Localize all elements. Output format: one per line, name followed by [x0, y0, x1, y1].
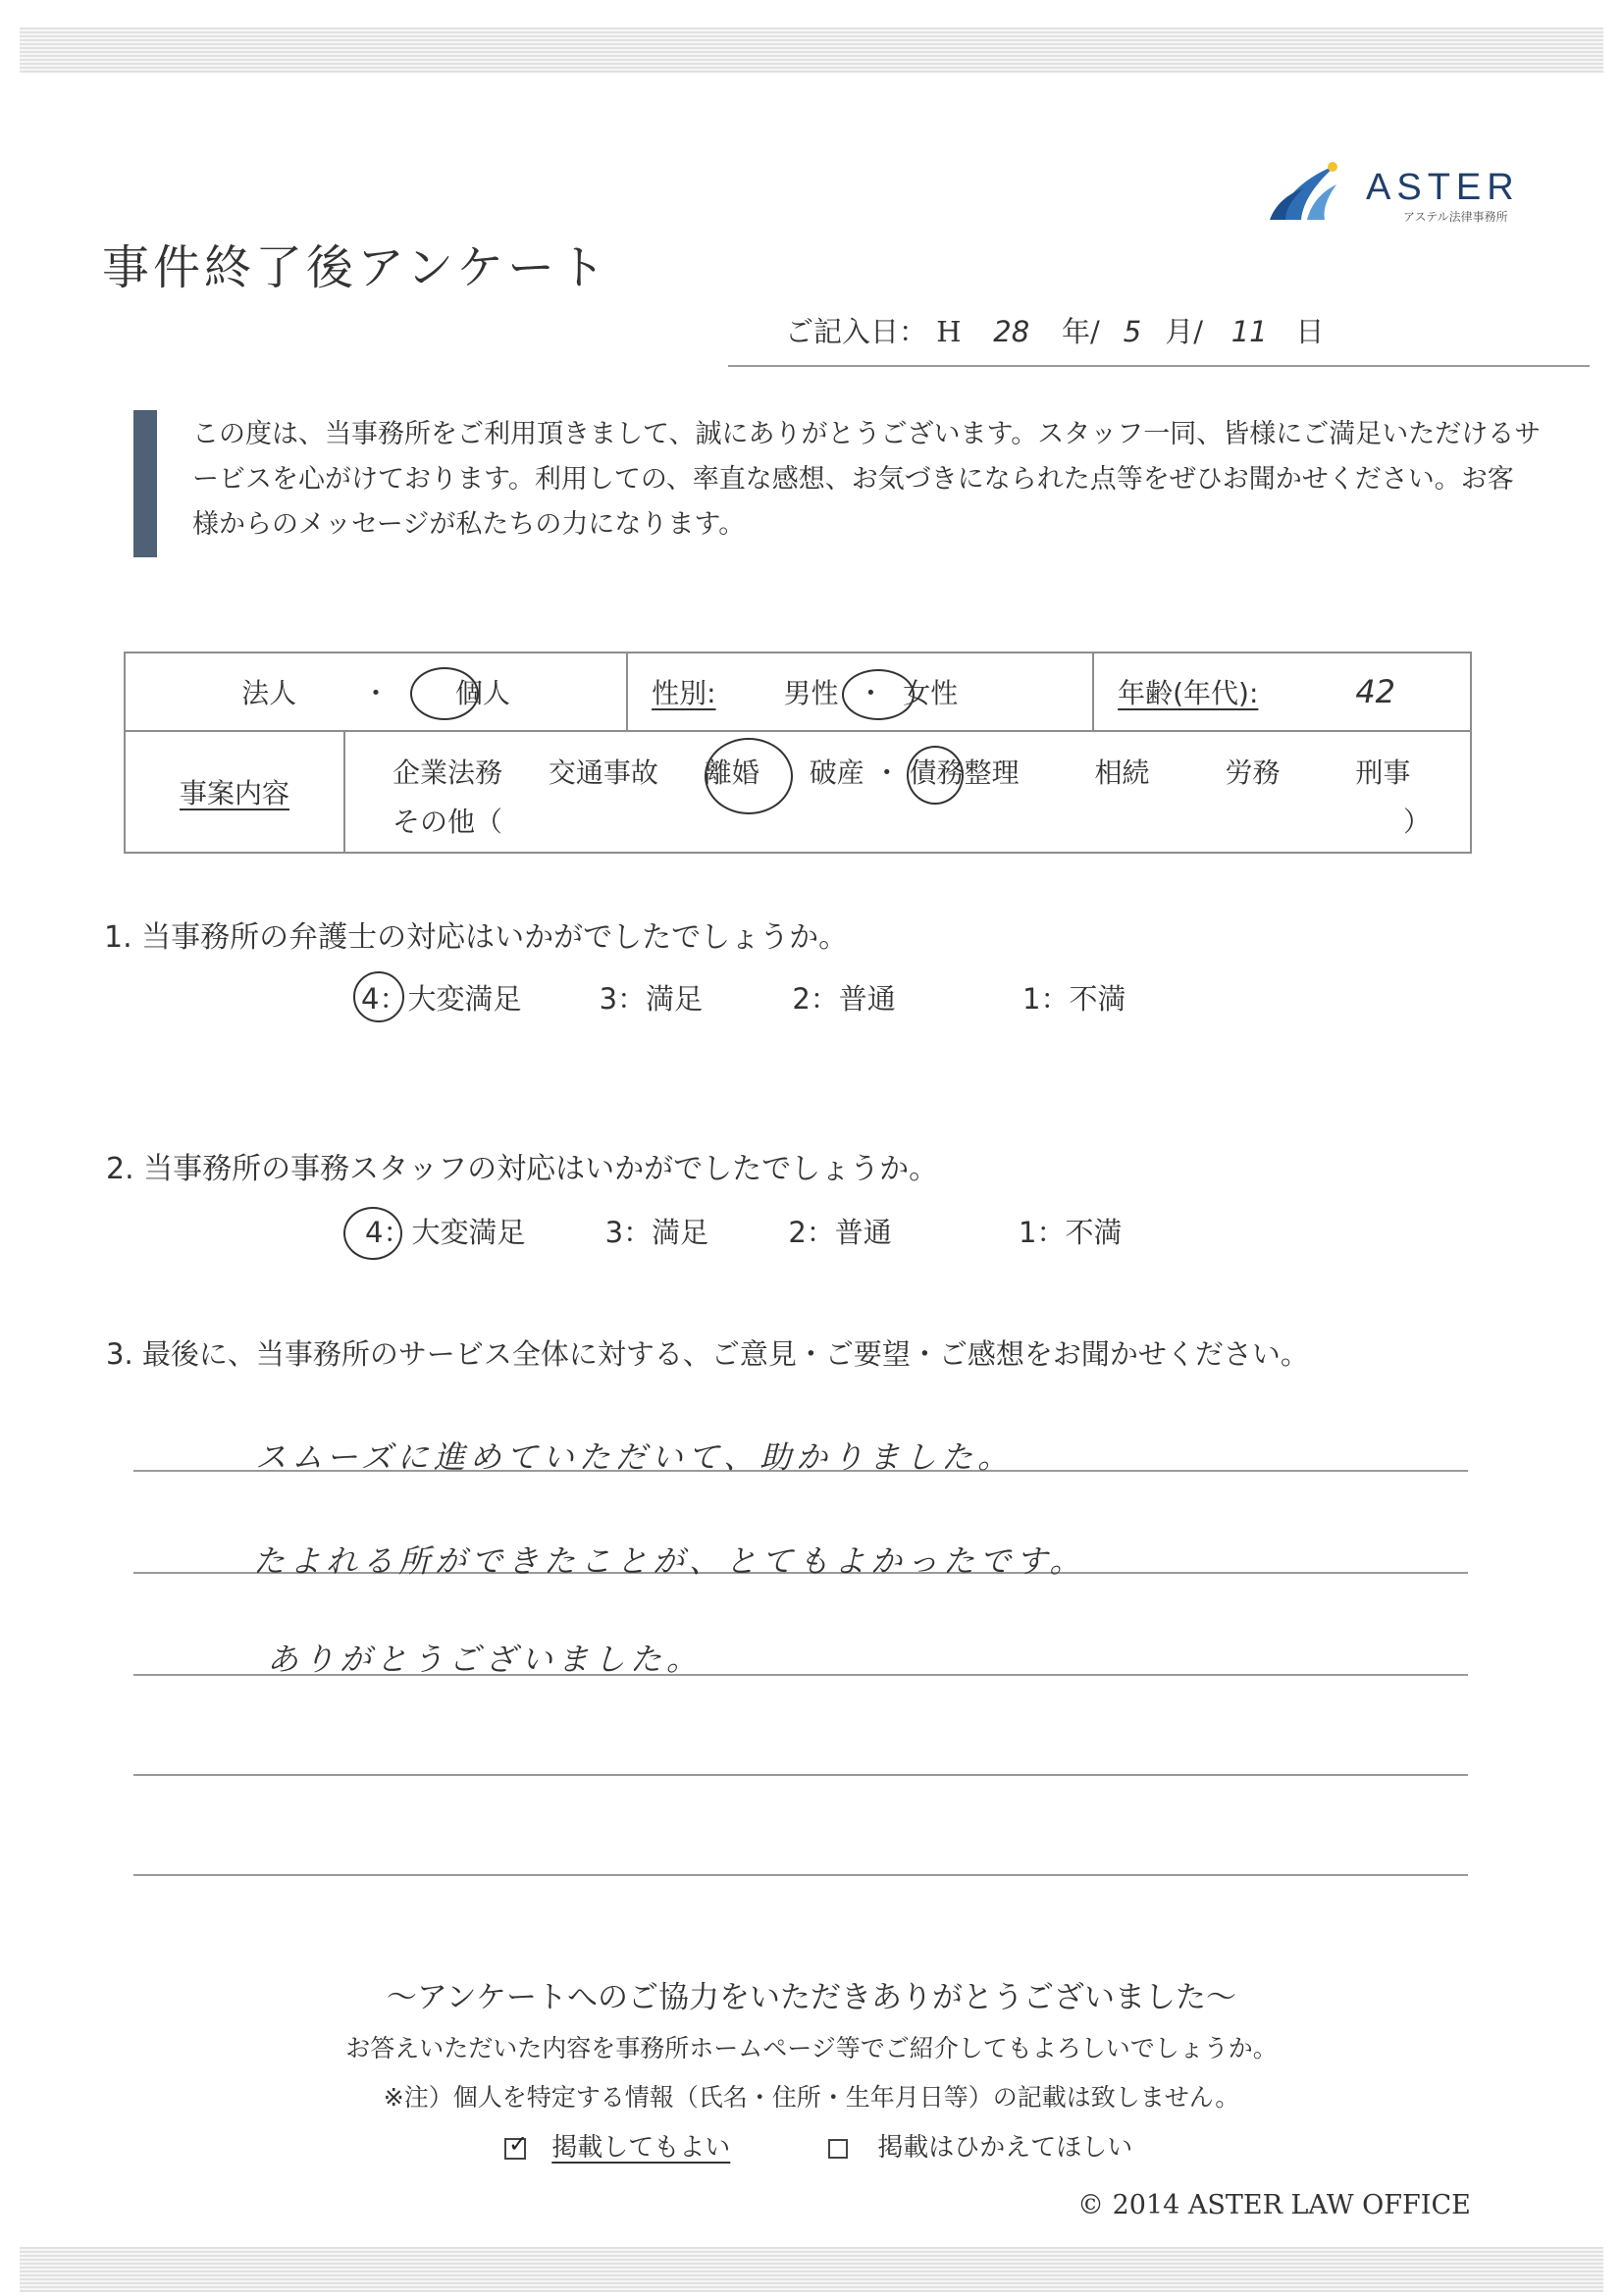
aster-logo-icon: [1268, 155, 1346, 228]
q1-option-3: 3：満足: [599, 982, 704, 1016]
date-year-value: 28: [993, 315, 1030, 348]
scan-artifact-bottom: [20, 2247, 1603, 2292]
answer-line-4: [133, 1774, 1468, 1776]
copyright: © 2014 ASTER LAW OFFICE: [1077, 2190, 1471, 2220]
age-label: 年齢(年代):: [1118, 677, 1259, 709]
publish-yes-option[interactable]: [504, 2127, 730, 2164]
case-corporate-law: 企業法務: [393, 757, 503, 789]
q2-option-2: 2：普通: [788, 1216, 892, 1249]
publish-no-label: 掲載はひかえてほしい: [877, 2133, 1133, 2163]
footer-question: お答えいただいた内容を事務所ホームページ等でご紹介してもよろしいでしょうか。: [345, 2034, 1278, 2062]
answer-text-2: たよれる所ができたことが、とてもよかったです。: [253, 1542, 1086, 1580]
q1-selected-circle: [353, 971, 404, 1022]
case-label: 事案内容: [179, 777, 289, 809]
case-label-cell: [125, 731, 344, 853]
intro-accent-bar: [133, 410, 157, 557]
date-day-unit: 日: [1295, 315, 1325, 348]
male-option: 男性: [783, 677, 839, 709]
individual-selected-circle: [410, 667, 479, 720]
q1-option-2: 2：普通: [792, 982, 896, 1016]
date-underline: [728, 365, 1590, 367]
age-value: 42: [1355, 673, 1396, 710]
publish-yes-checkbox[interactable]: [504, 2129, 529, 2160]
case-bankruptcy: 破産: [809, 757, 864, 789]
separator-dot: ・: [857, 677, 885, 709]
date-label: ご記入日：: [785, 315, 928, 348]
separator-dot: ・: [362, 677, 391, 709]
case-inheritance: 相続: [1094, 757, 1150, 789]
info-table: [124, 652, 1472, 854]
answer-text-3: ありがとうございました。: [267, 1641, 704, 1678]
answer-text-1: スムーズに進めていただいて、助かりました。: [255, 1438, 1015, 1476]
publish-yes-label: 掲載してもよい: [551, 2133, 731, 2163]
footer-note: ※注）個人を特定する情報（氏名・住所・生年月日等）の記載は致しません。: [383, 2083, 1240, 2112]
logo-name: ASTER: [1366, 167, 1520, 208]
question-2: 2. 当事務所の事務スタッフの対応はいかがでしたでしょうか。: [106, 1152, 939, 1186]
publish-no-option[interactable]: [828, 2127, 1132, 2164]
scan-artifact-top: [20, 27, 1603, 73]
logo-subtitle: アステル法律事務所: [1403, 210, 1508, 224]
date-row: [785, 310, 1324, 350]
corp-option: 法人: [241, 677, 297, 709]
case-divorce: 離婚: [704, 757, 759, 789]
age-cell: [1093, 652, 1471, 731]
date-era: H: [936, 315, 962, 348]
question-3: 3. 最後に、当事務所のサービス全体に対する、ご意見・ご要望・ご感想をお聞かせください。: [106, 1337, 1309, 1371]
date-month-value: 5: [1123, 315, 1142, 348]
q2-selected-circle: [343, 1207, 402, 1260]
q2-option-3: 3：満足: [604, 1216, 709, 1249]
intro-line-1: この度は、当事務所をご利用頂きまして、誠にありがとうございます。スタッフ一同、皆様にご満足いただけるサ: [192, 419, 1542, 449]
female-selected-circle: [842, 669, 915, 720]
date-month-unit: 月/: [1165, 315, 1203, 348]
date-day-value: 11: [1230, 315, 1268, 348]
intro-line-3: 様からのメッセージが私たちの力になります。: [192, 509, 746, 540]
case-other-row: [393, 801, 1469, 840]
case-other-close: ）: [1403, 806, 1432, 838]
q2-options: [365, 1211, 1122, 1251]
publish-no-checkbox[interactable]: [828, 2139, 848, 2159]
debt-mark-circle: [907, 746, 964, 805]
intro-text: [192, 412, 1541, 548]
q1-option-1: 1：不満: [1022, 982, 1126, 1016]
case-other-open: その他（: [393, 806, 503, 838]
female-option: 女性: [903, 677, 959, 709]
case-traffic-accident: 交通事故: [548, 757, 658, 789]
case-labor: 労務: [1225, 757, 1281, 789]
intro-line-2: ービスを心がけております。利用しての、率直な感想、お気づきになられた点等をぜひお聞かせください。お客: [192, 464, 1514, 495]
case-debt-consolidation: 債務整理: [909, 757, 1020, 789]
separator-dot: ・: [872, 757, 901, 789]
case-criminal: 刑事: [1355, 757, 1411, 789]
gender-label: 性別:: [652, 677, 716, 709]
q1-option-4: 4：大変満足: [361, 982, 522, 1016]
individual-option: 個人: [454, 677, 510, 709]
checkmark-icon: ✓: [508, 2129, 529, 2158]
question-1: 1. 当事務所の弁護士の対応はいかがでしたでしょうか。: [104, 920, 849, 955]
q2-option-1: 1：不満: [1019, 1216, 1123, 1249]
case-options-cell: [344, 731, 1471, 853]
date-year-unit: 年/: [1061, 315, 1100, 348]
client-type-cell: [125, 652, 627, 731]
q2-option-4: 4：大変満足: [365, 1216, 526, 1249]
page-title: 事件終了後アンケート: [102, 240, 610, 295]
footer-thanks: ～アンケートへのご協力をいただきありがとうございました～: [386, 1980, 1237, 2015]
q1-options: [361, 977, 1126, 1018]
divorce-selected-circle: [705, 738, 793, 814]
answer-line-5: [133, 1874, 1468, 1876]
